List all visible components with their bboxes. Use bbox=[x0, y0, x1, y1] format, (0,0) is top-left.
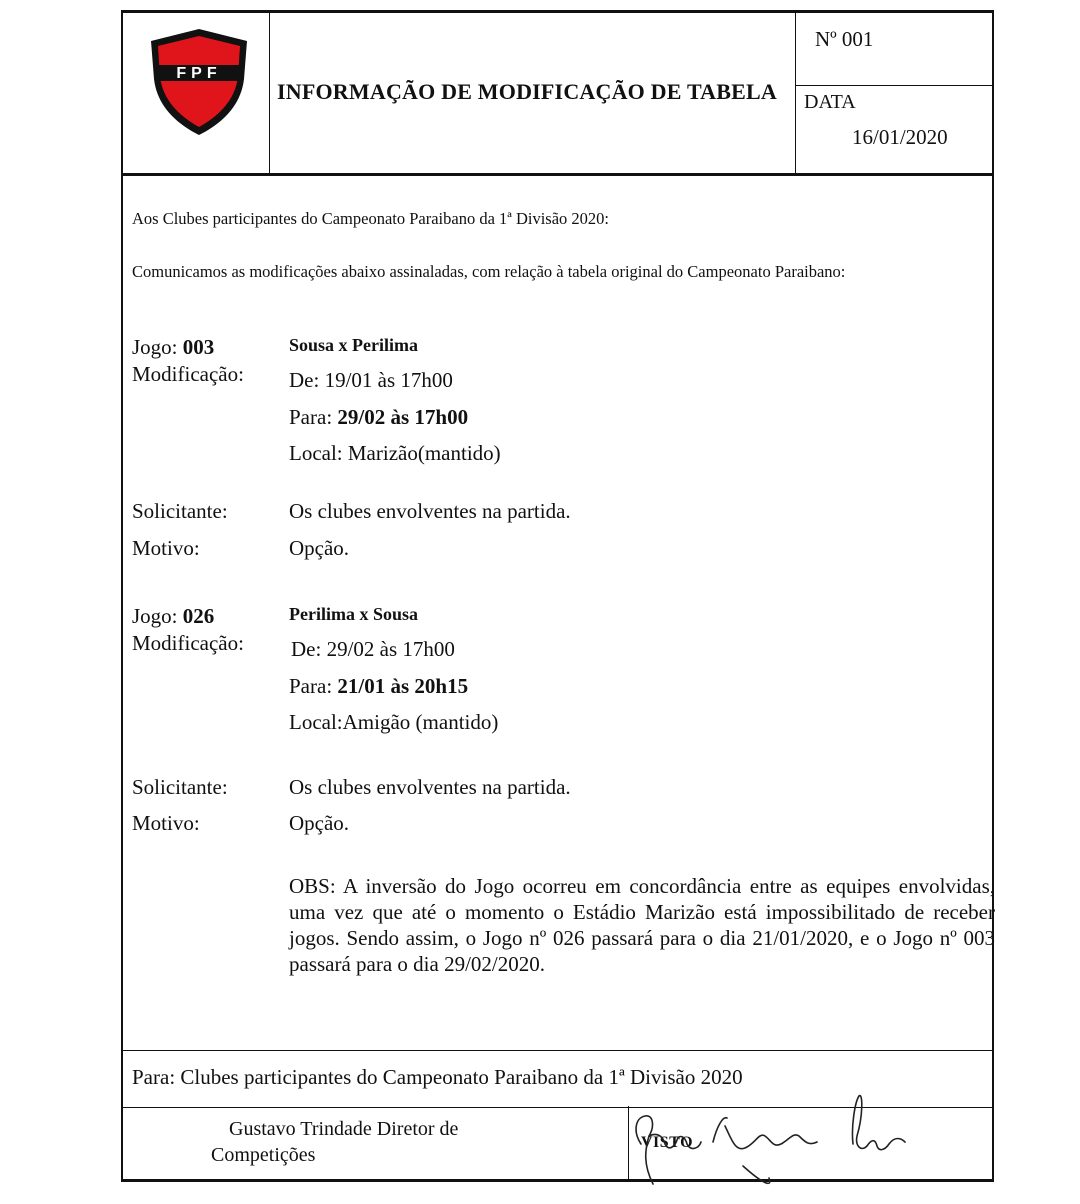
observation-paragraph: OBS: A inversão do Jogo ocorreu em concordância entre as equipes envolvidas, uma vez que até o momento o Estádio Marizão está impossibilitado de receber jogos. Sendo assim, o Jogo nº 026 passará para o dia 21/01/2020, e o Jogo nº 003 passará para o dia 29/02/2020. bbox=[289, 874, 995, 976]
recipients-text: Para: Clubes participantes do Campeonato Paraibano da 1ª Divisão 2020 bbox=[132, 1065, 743, 1089]
motivo-label: Motivo: bbox=[132, 811, 200, 835]
document-page bbox=[121, 10, 994, 1182]
match-title: Sousa x Perilima bbox=[289, 335, 418, 355]
title-cell bbox=[269, 13, 796, 173]
intro-line-2: Comunicamos as modificações abaixo assinaladas, com relação à tabela original do Campeonato Paraibano: bbox=[132, 262, 846, 281]
signature-row bbox=[123, 1106, 992, 1182]
local-line: Local: Marizão(mantido) bbox=[289, 441, 501, 465]
signer-role: Competições bbox=[211, 1144, 316, 1166]
date-value: 16/01/2020 bbox=[852, 125, 948, 149]
solicitante-label: Solicitante: bbox=[132, 775, 228, 799]
para-line: Para: 29/02 às 17h00 bbox=[289, 405, 469, 429]
solicitante-value: Os clubes envolventes na partida. bbox=[289, 775, 571, 799]
document-header bbox=[123, 13, 992, 176]
fpf-logo bbox=[149, 27, 249, 137]
visto-label: VISTO bbox=[641, 1134, 694, 1151]
document-number: Nº 001 bbox=[815, 27, 874, 51]
modificacao-label: Modificação: bbox=[132, 362, 244, 386]
solicitante-label: Solicitante: bbox=[132, 499, 228, 523]
date-cell bbox=[796, 85, 992, 173]
motivo-value: Opção. bbox=[289, 811, 350, 835]
document-title: INFORMAÇÃO DE MODIFICAÇÃO DE TABELA bbox=[277, 79, 777, 104]
para-line: Para: 21/01 às 20h15 bbox=[289, 674, 469, 698]
jogo-number: 003 bbox=[182, 335, 215, 359]
handwritten-signature bbox=[613, 1066, 913, 1196]
jogo-label: Jogo: 026 bbox=[132, 604, 215, 628]
signer-name: Gustavo Trindade Diretor de bbox=[229, 1118, 459, 1140]
solicitante-value: Os clubes envolventes na partida. bbox=[289, 499, 571, 523]
motivo-label: Motivo: bbox=[132, 536, 200, 560]
intro-line-1: Aos Clubes participantes do Campeonato Paraibano da 1ª Divisão 2020: bbox=[132, 209, 610, 228]
logo-cell bbox=[123, 13, 270, 173]
jogo-number: 026 bbox=[182, 604, 215, 628]
local-line: Local:Amigão (mantido) bbox=[289, 710, 499, 734]
motivo-value: Opção. bbox=[289, 536, 350, 560]
number-cell bbox=[796, 13, 992, 86]
match-title: Perilima x Sousa bbox=[289, 604, 418, 624]
jogo-label: Jogo: 003 bbox=[132, 335, 215, 359]
logo-text: FPF bbox=[176, 65, 222, 82]
de-line: De: 19/01 às 17h00 bbox=[289, 368, 453, 392]
de-line: De: 29/02 às 17h00 bbox=[291, 637, 455, 661]
signer-cell bbox=[123, 1106, 629, 1182]
modificacao-label: Modificação: bbox=[132, 631, 244, 655]
date-label: DATA bbox=[804, 91, 856, 113]
